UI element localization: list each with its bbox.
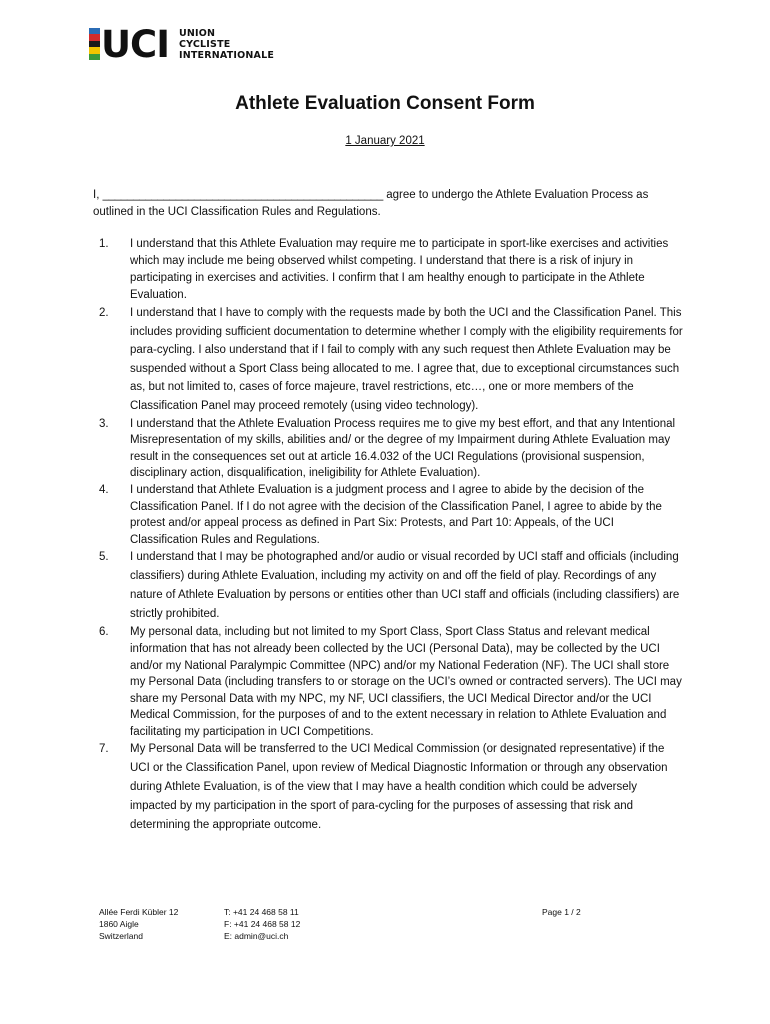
list-item <box>93 740 683 835</box>
intro-paragraph <box>93 187 683 221</box>
phone-number: T: +41 24 468 58 11 <box>224 907 299 917</box>
document-date: 1 January 2021 <box>345 135 425 147</box>
clause-number: 7. <box>99 743 109 756</box>
clause-text: I understand that this Athlete Evaluation may require me to participate in sport-like exercises and activities which may include me being observed whilst competing. I understand that there is a risk of injury in participating in exercises and activities. I confirm that I am healthy enough to participate in the Athlete Evaluation. <box>130 238 669 301</box>
address-line: Allée Ferdi Kübler 12 <box>99 907 179 917</box>
clause-text: I understand that Athlete Evaluation is a judgment process and I agree to abide by the decision of the Classification Panel. If I do not agree with the decision of the Classification Panel, I agree to abide by the protest and/or appeal process as defined in Part Six: Protests, and Part 10: Appeals, of the UCI Classification Rules and Regulations. <box>130 483 662 546</box>
page-title: Athlete Evaluation Consent Form <box>235 93 535 114</box>
email-address: E: admin@uci.ch <box>224 931 289 941</box>
footer-address <box>99 906 178 942</box>
logo-line: UNION <box>178 27 216 39</box>
stripe <box>89 54 100 61</box>
logo-wordmark: UCI <box>101 22 169 66</box>
clause-number: 1. <box>99 238 109 250</box>
list-item <box>93 482 683 548</box>
clause-number: 6. <box>99 626 109 639</box>
logo-line: INTERNATIONALE <box>178 49 275 61</box>
list-item <box>93 304 683 416</box>
list-item <box>93 624 683 740</box>
page-number: Page 1 / 2 <box>542 907 581 917</box>
uci-logo <box>89 22 275 66</box>
clause-text: I understand that the Athlete Evaluation Process requires me to give my best effort, and that any Intentional Misrepresentation of my skills, abilities and/ or the degree of my Impairment during Athlete Evaluation may result in the consequences set out at article 16.4.032 of the UCI Regulations (provisional suspension, disciplinary action, disqualification, ineligibility for Athlete Evaluation). <box>130 417 676 480</box>
clause-text: I understand that I may be photographed and/or audio or visual recorded by UCI staff and officials (including classifiers) during Athlete Evaluation, including my activity on and off the field of play. Recordings of any nature of Athlete Evaluation by persons or entities other than UCI staff and officials (including classifiers) are strictly prohibited. <box>130 551 680 621</box>
list-item <box>93 416 683 482</box>
stripe <box>89 41 100 48</box>
logo-line: CYCLISTE <box>178 38 231 50</box>
clause-number: 5. <box>99 551 109 564</box>
address-line: Switzerland <box>99 931 143 941</box>
footer-contact <box>224 906 300 942</box>
clause-text: My personal data, including but not limited to my Sport Class, Sport Class Status and relevant medical information that has not already been collected by the UCI (Personal Data), may be collected by the UCI and/or my National Paralympic Committee (NPC) and/or my National Federation (NF). The UCI shall store my Personal Data (including transfers to or storage on the UCI’s owned or contracted servers). The UCI may share my Personal Data with my NPC, my NF, UCI classifiers, the UCI Medical Director and/or the UCI Medical Commission, for the purposes of and to the extent necessary in relation to Athlete Evaluation and facilitating my participation in UCI Competitions. <box>130 626 682 738</box>
clause-number: 2. <box>99 307 109 319</box>
stripe <box>89 28 100 35</box>
fax-number: F: +41 24 468 58 12 <box>224 919 301 929</box>
clause-text: My Personal Data will be transferred to the UCI Medical Commission (or designated representative) if the UCI or the Classification Panel, upon review of Medical Diagnostic Information or through any observation during Athlete Evaluation, is of the view that I may have a health condition which could be adversely impacted by my participation in the sport of para-cycling for the purposes of assessing that risk and determining the appropriate outcome. <box>130 743 668 832</box>
clause-number: 3. <box>99 417 109 430</box>
list-item <box>93 548 683 624</box>
address-line: 1860 Aigle <box>99 919 139 929</box>
rainbow-stripes-icon <box>89 28 100 61</box>
stripe <box>89 47 100 54</box>
clause-text: I understand that I have to comply with the requests made by both the UCI and the Classification Panel. This includes providing sufficient documentation to determine whether I comply with the eligibility requirements for para-cycling. I also understand that if I fail to comply with any such request then Athlete Evaluation may be suspended without a Sport Class being allocated to me. I agree that, due to exceptional circumstances such as, but not limited to, cases of force majeure, travel restrictions, etc…, one or more members of the Classification Panel may proceed remotely (using video technology). <box>130 307 683 412</box>
intro-text: agree to undergo the Athlete Evaluation Process as outlined in the UCI Classification Rules and Regulations. <box>93 189 649 218</box>
stripe <box>89 34 100 41</box>
intro-prefix: I, <box>93 189 100 201</box>
clause-number: 4. <box>99 483 109 496</box>
logo-organisation-name <box>179 28 274 61</box>
list-item <box>93 236 683 304</box>
consent-clauses <box>93 236 683 835</box>
name-blank-line: ______________________________________________ <box>102 189 383 201</box>
